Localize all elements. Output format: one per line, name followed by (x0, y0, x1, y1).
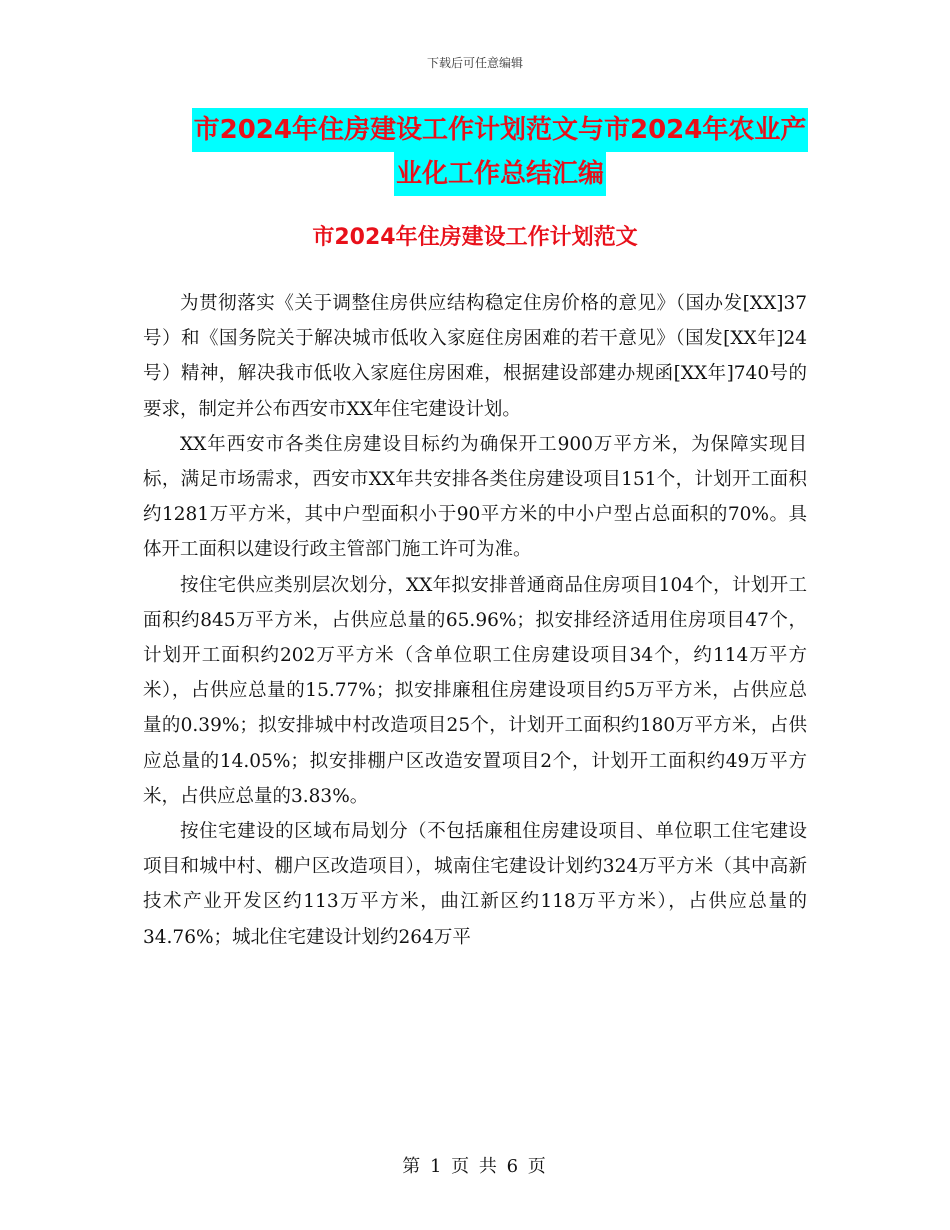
title-line-2: 业化工作总结汇编 (394, 152, 606, 196)
paragraph-4: 按住宅建设的区域布局划分（不包括廉租住房建设项目、单位职工住宅建设项目和城中村、棚户区改造项目），城南住宅建设计划约324万平方米（其中高新技术产业开发区约113万平方米，曲江新区约118万平方米），占供应总量的34.76%；城北住宅建设计划约264万平 (143, 821, 807, 948)
section-title: 市2024年住房建设工作计划范文 (312, 225, 638, 250)
paragraph-2: XX年西安市各类住房建设目标约为确保开工900万平方米，为保障实现目标，满足市场需求，西安市XX年共安排各类住房建设项目151个，计划开工面积约1281万平方米，其中户型面积小于90平方米的中小户型占总面积的70%。具体开工面积以建设行政主管部门施工许可为准。 (143, 433, 807, 561)
title-line-1: 市2024年住房建设工作计划范文与市2024年农业产 (192, 108, 809, 152)
body-text (143, 286, 807, 955)
paragraph-1: 为贯彻落实《关于调整住房供应结构稳定住房价格的意见》（国办发[XX]37号）和《国务院关于解决城市低收入家庭住房困难的若干意见》（国发[XX年]24号）精神，解决我市低收入家庭住房困难，根据建设部建办规函[XX年]740号的要求，制定并公布西安市XX年住宅建设计划。 (143, 293, 807, 420)
document-title (140, 108, 860, 196)
header-note: 下载后可任意编辑 (426, 56, 523, 70)
page-footer: 第 1 页 共 6 页 (402, 1156, 548, 1177)
paragraph-3: 按住宅供应类别层次划分，XX年拟安排普通商品住房项目104个，计划开工面积约845万平方米，占供应总量的65.96%；拟安排经济适用住房项目47个，计划开工面积约202万平方米（含单位职工住房建设项目34个，约114万平方米），占供应总量的15.77%；拟安排廉租住房建设项目约5万平方米，占供应总量的0.39%；拟安排城中村改造项目25个，计划开工面积约180万平方米，占供应总量的14.05%；拟安排棚户区改造安置项目2个，计划开工面积约49万平方米，占供应总量的3.83%。 (143, 574, 807, 807)
